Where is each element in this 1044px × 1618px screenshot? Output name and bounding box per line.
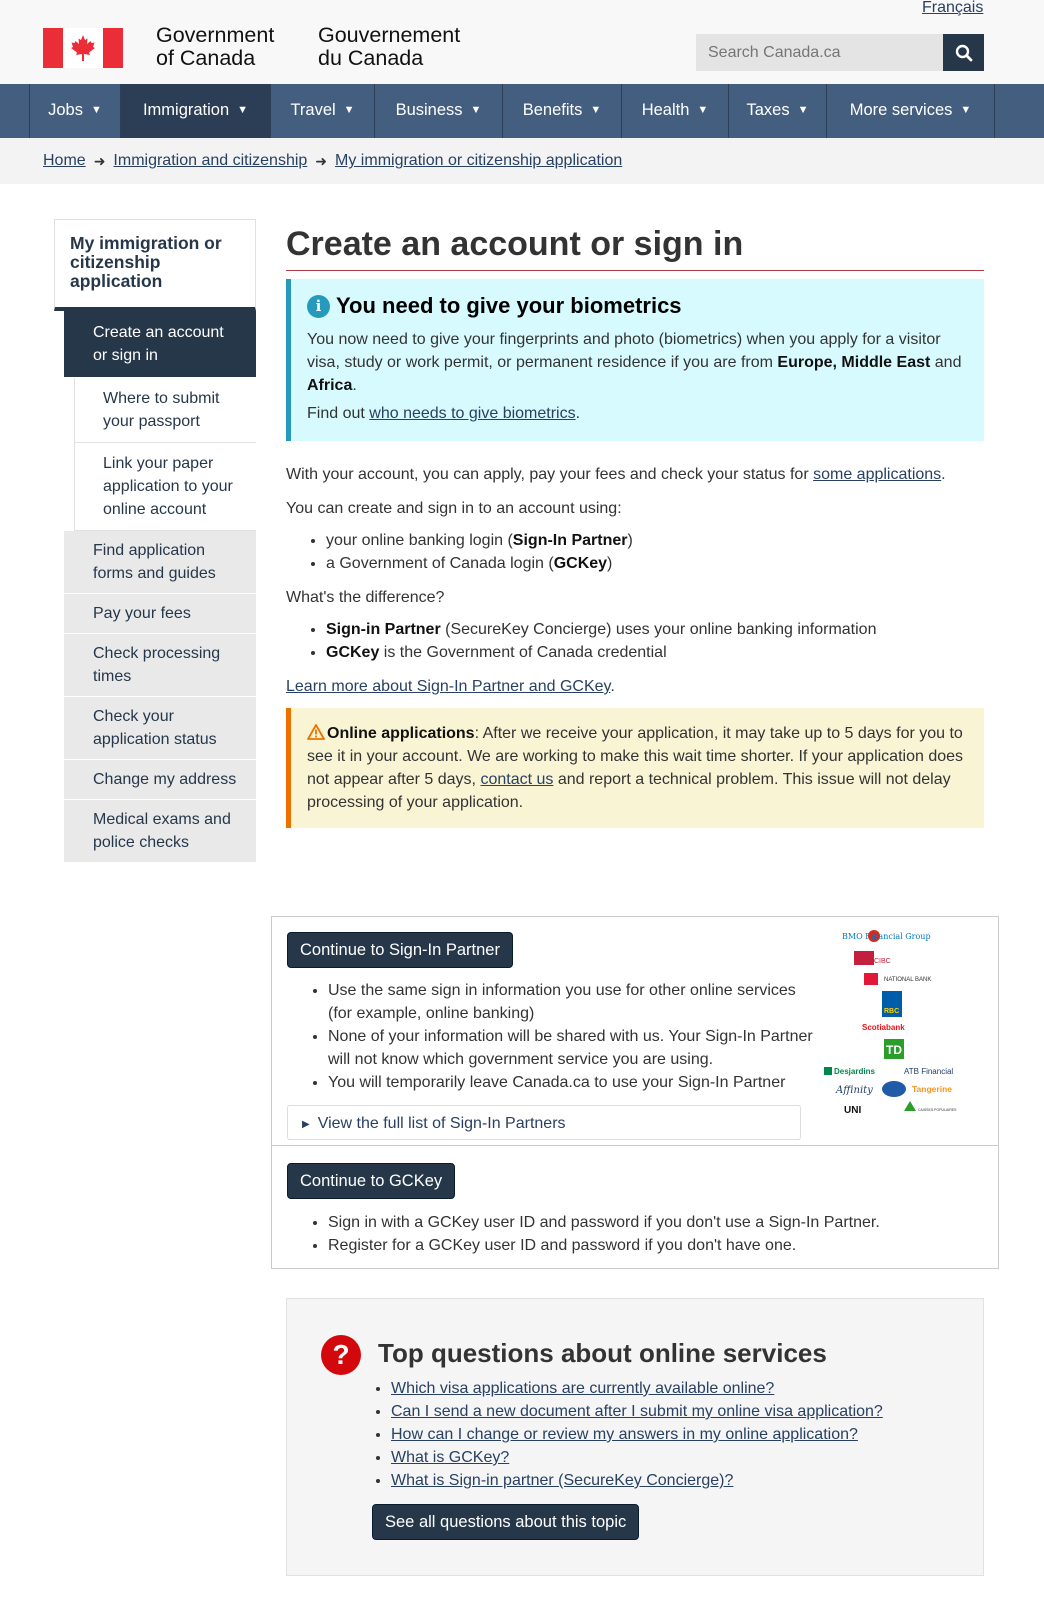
chevron-down-icon: ▼ bbox=[90, 104, 102, 117]
list-item: • GCKey is the Government of Canada credential bbox=[326, 641, 984, 664]
info-icon: i bbox=[307, 295, 330, 318]
learn-more-text: Learn more about Sign-In Partner and GCKey. bbox=[286, 678, 615, 695]
breadcrumb-home[interactable]: Home bbox=[43, 152, 86, 170]
some-applications-link[interactable]: some applications bbox=[813, 466, 942, 483]
chevron-down-icon: ▼ bbox=[590, 104, 602, 117]
bank-logo-bmo: BMO Financial Group bbox=[842, 932, 931, 941]
bank-logo-tangerine: Tangerine bbox=[912, 1084, 952, 1094]
list-item: • Sign-in Partner (SecureKey Concierge) uses your online banking information bbox=[326, 618, 984, 641]
chevron-down-icon: ▼ bbox=[960, 104, 972, 117]
menu-immigration[interactable]: Immigration ▼ bbox=[121, 84, 271, 138]
biometrics-alert bbox=[286, 279, 984, 441]
warning-icon bbox=[307, 724, 325, 740]
bank-logo-td: TD bbox=[886, 1043, 902, 1057]
bank-logos-image bbox=[824, 923, 976, 1123]
sidebar-item-pay-fees[interactable]: Pay your fees bbox=[64, 594, 256, 634]
signin-partners-details-toggle[interactable]: ▶ View the full list of Sign-In Partners bbox=[287, 1105, 801, 1140]
site-search bbox=[696, 34, 984, 71]
biometrics-heading: i You need to give your biometrics bbox=[307, 293, 968, 319]
sidebar-item-application-status[interactable]: Check your application status bbox=[64, 697, 256, 760]
question-link-gckey[interactable]: What is GCKey? bbox=[391, 1449, 510, 1466]
list-item: • Use the same sign in information you use for other online services (for example, online banking) bbox=[328, 979, 818, 1025]
create-using-text: You can create and sign in to an account using: bbox=[286, 500, 622, 517]
list-item bbox=[391, 1400, 883, 1423]
questions-list bbox=[391, 1377, 883, 1492]
list-item: • a Government of Canada login (GCKey) bbox=[326, 552, 984, 575]
menu-business[interactable]: Business ▼ bbox=[375, 84, 503, 138]
top-questions-panel bbox=[286, 1298, 984, 1576]
arrow-right-icon: ➜ bbox=[315, 152, 328, 169]
bank-logo-national-bank: NATIONAL BANK bbox=[884, 977, 932, 983]
bank-logo-uni: UNI bbox=[844, 1105, 862, 1116]
difference-list bbox=[326, 618, 984, 664]
search-button[interactable] bbox=[943, 34, 984, 71]
question-mark-icon: ? bbox=[321, 1335, 361, 1375]
list-item bbox=[391, 1446, 883, 1469]
biometrics-text: You now need to give your fingerprints and photo (biometrics) when you apply for a visitor visa, study or work permit, or permanent residence if you are from Europe, Middle East and Africa. bbox=[307, 331, 962, 394]
question-link-visa-online[interactable]: Which visa applications are currently available online? bbox=[391, 1380, 775, 1397]
list-item: • You will temporarily leave Canada.ca to use your Sign-In Partner bbox=[328, 1071, 818, 1094]
bank-logo-cibc: CIBC bbox=[874, 958, 891, 965]
continue-gckey-button[interactable]: Continue to GCKey bbox=[287, 1163, 455, 1199]
government-wordmark-en: Government of Canada bbox=[156, 23, 275, 70]
continue-signin-partner-button[interactable]: Continue to Sign-In Partner bbox=[287, 932, 513, 968]
list-item: • Sign in with a GCKey user ID and password if you don't use a Sign-In Partner. bbox=[328, 1211, 948, 1234]
question-link-signin-partner[interactable]: What is Sign-in partner (SecureKey Concierge)? bbox=[391, 1472, 734, 1489]
menu-taxes[interactable]: Taxes ▼ bbox=[729, 84, 827, 138]
breadcrumb bbox=[0, 138, 1044, 184]
arrow-right-icon: ➜ bbox=[93, 152, 106, 169]
login-options-list bbox=[326, 529, 984, 575]
main-menu bbox=[0, 84, 1044, 138]
see-all-questions-button[interactable]: See all questions about this topic bbox=[372, 1504, 639, 1540]
search-icon bbox=[955, 44, 973, 62]
intro-text: With your account, you can apply, pay your fees and check your status for some applications. bbox=[286, 466, 946, 483]
bank-logo-scotiabank: Scotiabank bbox=[862, 1023, 905, 1032]
section-menu bbox=[54, 219, 256, 863]
language-toggle-link[interactable]: Français bbox=[922, 0, 984, 16]
sidebar-item-link-paper-application[interactable]: Link your paper application to your online account bbox=[74, 443, 256, 531]
sidebar-item-create-account[interactable]: Create an account or sign in bbox=[64, 311, 256, 378]
menu-more-services[interactable]: More services ▼ bbox=[827, 84, 995, 138]
chevron-down-icon: ▼ bbox=[343, 104, 355, 117]
sidebar-item-processing-times[interactable]: Check processing times bbox=[64, 634, 256, 697]
bank-logo-desjardins: Desjardins bbox=[834, 1067, 875, 1076]
sidebar-item-change-address[interactable]: Change my address bbox=[64, 760, 256, 800]
canada-flag-logo bbox=[43, 28, 123, 68]
menu-health[interactable]: Health ▼ bbox=[622, 84, 729, 138]
chevron-down-icon: ▼ bbox=[237, 104, 249, 117]
biometrics-link[interactable]: who needs to give biometrics bbox=[369, 405, 576, 422]
search-input[interactable] bbox=[696, 34, 943, 71]
list-item bbox=[391, 1377, 883, 1400]
government-wordmark-fr: Gouvernement du Canada bbox=[318, 23, 461, 70]
maple-leaf-icon bbox=[68, 33, 98, 63]
question-link-send-document[interactable]: Can I send a new document after I submit my online visa application? bbox=[391, 1403, 883, 1420]
list-item: • your online banking login (Sign-In Partner) bbox=[326, 529, 984, 552]
sidebar-item-medical-police[interactable]: Medical exams and police checks bbox=[64, 800, 256, 863]
sidebar-item-forms-guides[interactable]: Find application forms and guides bbox=[64, 531, 256, 594]
biometrics-find-out: Find out who needs to give biometrics. bbox=[307, 405, 581, 422]
chevron-down-icon: ▼ bbox=[697, 104, 709, 117]
online-applications-warning: Online applications: After we receive your application, it may take up to 5 days for you to see it in your account. We are working to make this wait time shorter. If your application does not appear after 5 days, contact us and report a technical problem. This issue will not delay processing of your application. bbox=[286, 708, 984, 828]
list-item bbox=[391, 1469, 883, 1492]
gckey-list bbox=[328, 1211, 948, 1257]
bank-logo-caisses: CAISSES POPULAIRES bbox=[918, 1108, 957, 1112]
list-item bbox=[391, 1423, 883, 1446]
triangle-right-icon: ▶ bbox=[302, 1119, 310, 1130]
contact-us-link[interactable]: contact us bbox=[480, 771, 554, 788]
menu-travel[interactable]: Travel ▼ bbox=[271, 84, 375, 138]
sign-in-options-panel bbox=[271, 916, 999, 1269]
bank-logo-rbc: RBC bbox=[884, 1008, 900, 1015]
breadcrumb-my-application[interactable]: My immigration or citizenship application bbox=[335, 152, 623, 170]
menu-jobs[interactable]: Jobs ▼ bbox=[29, 84, 121, 138]
top-questions-heading: Top questions about online services bbox=[378, 1338, 827, 1368]
bank-logo-affinity: Affinity bbox=[836, 1085, 873, 1096]
list-item: • Register for a GCKey user ID and password if you don't have one. bbox=[328, 1234, 948, 1257]
signin-partner-list bbox=[328, 979, 818, 1094]
learn-more-link[interactable]: Learn more about Sign-In Partner and GCKey bbox=[286, 678, 611, 695]
menu-benefits[interactable]: Benefits ▼ bbox=[503, 84, 622, 138]
section-menu-title[interactable]: My immigration or citizenship application bbox=[54, 219, 256, 311]
sidebar-item-submit-passport[interactable]: Where to submit your passport bbox=[74, 378, 256, 443]
difference-heading: What's the difference? bbox=[286, 589, 445, 606]
chevron-down-icon: ▼ bbox=[797, 104, 809, 117]
page-title: Create an account or sign in bbox=[286, 224, 984, 271]
bank-logo-atb: ATB Financial bbox=[904, 1067, 954, 1076]
list-item: • None of your information will be shared with us. Your Sign-In Partner will not know which government service you are using. bbox=[328, 1025, 818, 1071]
breadcrumb-immigration[interactable]: Immigration and citizenship bbox=[113, 152, 308, 170]
question-link-change-answers[interactable]: How can I change or review my answers in my online application? bbox=[391, 1426, 858, 1443]
main-content bbox=[286, 224, 984, 828]
chevron-down-icon: ▼ bbox=[470, 104, 482, 117]
